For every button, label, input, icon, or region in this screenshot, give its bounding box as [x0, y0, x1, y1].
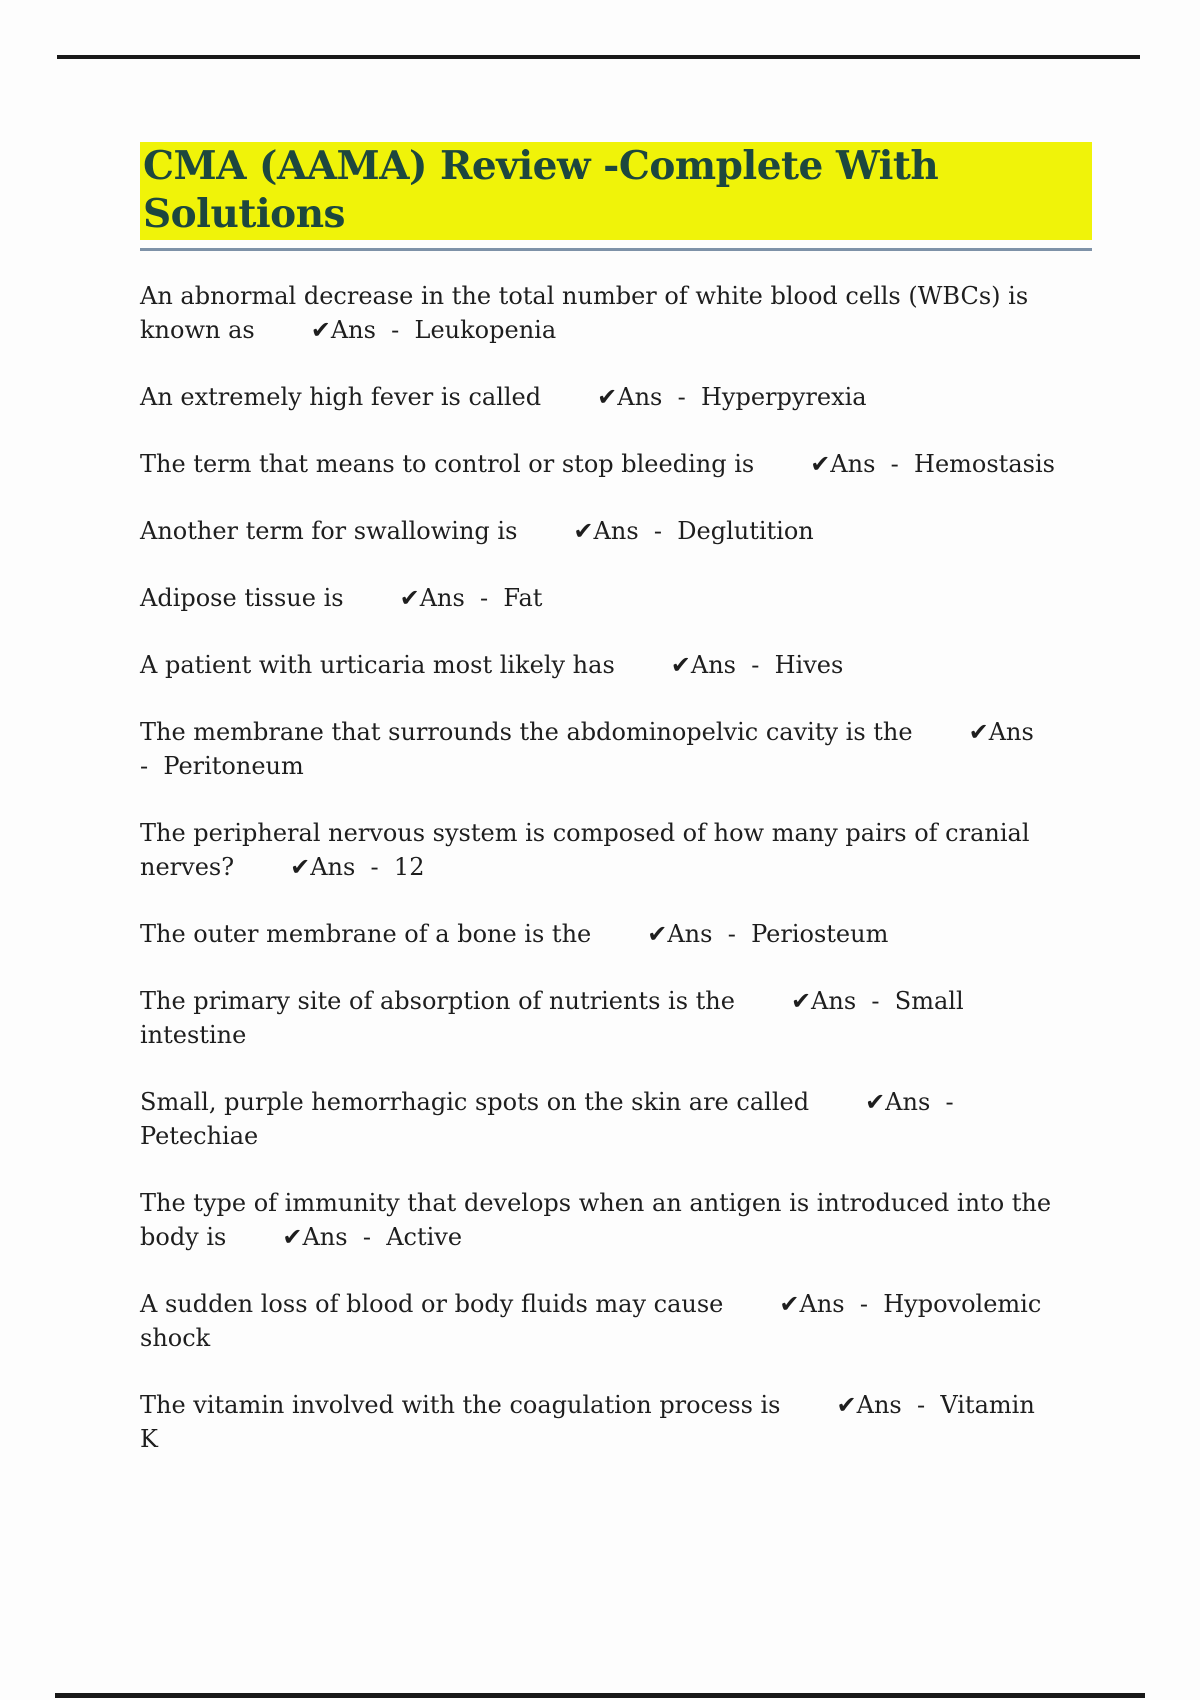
answer-text: Ans - Leukopenia	[330, 316, 557, 344]
check-icon: ✔	[290, 853, 311, 881]
qa-item	[140, 447, 1092, 481]
qa-text: nerves?	[140, 853, 235, 881]
answer-text: Ans - Hives	[690, 651, 844, 679]
qa-text: - Peritoneum	[140, 752, 304, 780]
answer-text: Ans -	[885, 1088, 954, 1116]
qa-text: body is	[140, 1223, 227, 1251]
qa-item	[140, 279, 1092, 347]
answer-text: Ans - Hypovolemic	[799, 1290, 1042, 1318]
qa-item	[140, 1186, 1092, 1254]
qa-text: shock	[140, 1324, 211, 1352]
answer-text: Ans - Vitamin	[856, 1391, 1035, 1419]
check-icon: ✔	[865, 1088, 886, 1116]
qa-text: An extremely high fever is called	[140, 383, 542, 411]
answer-text: Ans - Fat	[419, 584, 543, 612]
page-title: CMA (AAMA) Review -Complete With Solutions	[140, 142, 1092, 240]
qa-text: The outer membrane of a bone is the	[140, 920, 592, 948]
qa-text: Another term for swallowing is	[140, 517, 518, 545]
check-icon: ✔	[779, 1290, 800, 1318]
qa-text: A sudden loss of blood or body fluids may cause	[140, 1290, 724, 1318]
check-icon: ✔	[836, 1391, 857, 1419]
qa-item	[140, 715, 1092, 783]
qa-text: The peripheral nervous system is composed of how many pairs of cranial	[140, 819, 1030, 847]
qa-text: The membrane that surrounds the abdominopelvic cavity is the	[140, 718, 913, 746]
check-icon: ✔	[573, 517, 594, 545]
qa-item	[140, 1085, 1092, 1153]
qa-text: Petechiae	[140, 1122, 259, 1150]
qa-item	[140, 380, 1092, 414]
check-icon: ✔	[810, 450, 831, 478]
title-section	[140, 142, 1092, 251]
qa-text: A patient with urticaria most likely has	[140, 651, 615, 679]
check-icon: ✔	[310, 316, 331, 344]
check-icon: ✔	[647, 920, 668, 948]
qa-text: Small, purple hemorrhagic spots on the skin are called	[140, 1088, 810, 1116]
qa-text: The term that means to control or stop bleeding is	[140, 450, 755, 478]
qa-item	[140, 514, 1092, 548]
qa-item	[140, 648, 1092, 682]
check-icon: ✔	[968, 718, 989, 746]
qa-item	[140, 816, 1092, 884]
check-icon: ✔	[597, 383, 618, 411]
qa-text: K	[140, 1425, 158, 1453]
qa-text: The vitamin involved with the coagulation process is	[140, 1391, 781, 1419]
qa-text: known as	[140, 316, 255, 344]
qa-text: Adipose tissue is	[140, 584, 344, 612]
answer-text: Ans - Small	[811, 987, 964, 1015]
check-icon: ✔	[670, 651, 691, 679]
answer-text: Ans - Periosteum	[667, 920, 889, 948]
footer-rule	[55, 1693, 1145, 1698]
answer-text: Ans - 12	[310, 853, 425, 881]
qa-list	[140, 279, 1092, 1456]
qa-item	[140, 581, 1092, 615]
qa-text: intestine	[140, 1021, 247, 1049]
qa-text: An abnormal decrease in the total number of white blood cells (WBCs) is	[140, 282, 1029, 310]
qa-item	[140, 984, 1092, 1052]
qa-item	[140, 1388, 1092, 1456]
answer-text: Ans - Hemostasis	[830, 450, 1055, 478]
qa-item	[140, 1287, 1092, 1355]
qa-item	[140, 917, 1092, 951]
page-content	[140, 142, 1092, 1489]
answer-text: Ans - Deglutition	[593, 517, 814, 545]
check-icon: ✔	[790, 987, 812, 1015]
qa-text: The type of immunity that develops when an antigen is introduced into the	[140, 1189, 1052, 1217]
answer-text: Ans - Active	[302, 1223, 463, 1251]
answer-text: Ans - Hyperpyrexia	[617, 383, 867, 411]
check-icon: ✔	[282, 1223, 303, 1251]
answer-text: Ans	[988, 718, 1034, 746]
header-rule	[57, 55, 1140, 59]
check-icon: ✔	[399, 584, 420, 612]
qa-text: The primary site of absorption of nutrients is the	[140, 987, 735, 1015]
